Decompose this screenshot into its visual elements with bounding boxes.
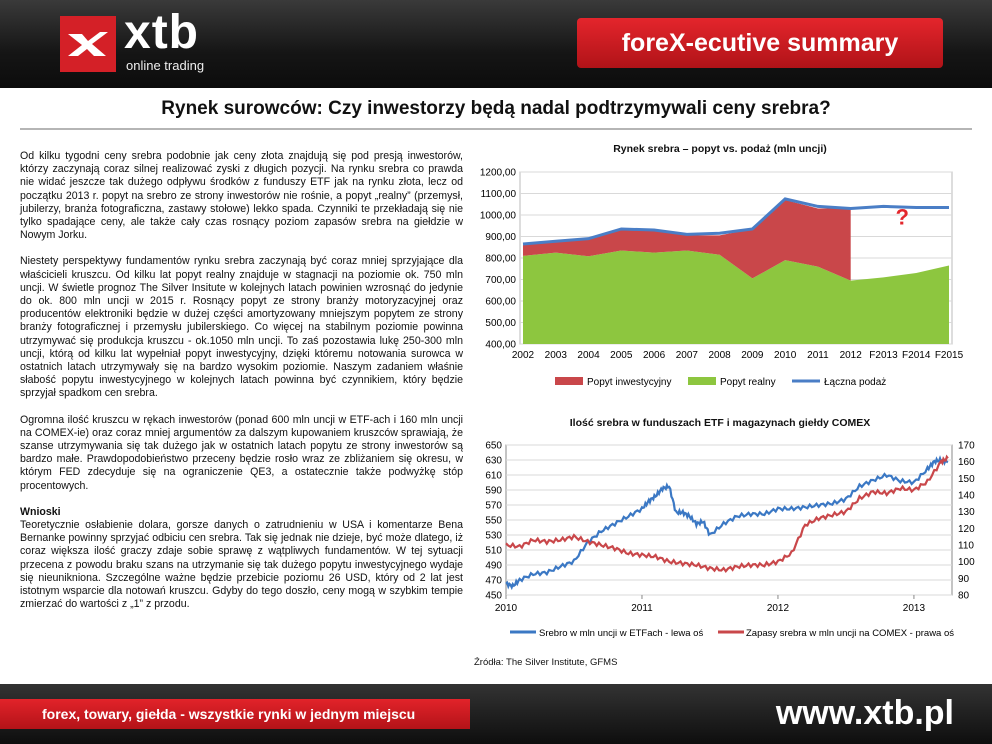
question-mark-annotation: ?: [895, 204, 909, 230]
supply-demand-chart: [470, 160, 970, 400]
x-tick-label: 2012: [766, 603, 790, 614]
legend-label: Popyt inwestycyjny: [587, 377, 672, 388]
y-right-tick-label: 170: [958, 440, 975, 452]
y-left-tick-label: 630: [485, 455, 502, 467]
title-divider: [20, 128, 972, 130]
y-right-tick-label: 100: [958, 557, 975, 569]
y-tick-label: 400,00: [485, 339, 516, 351]
y-left-tick-label: 510: [485, 545, 502, 557]
conclusions-heading: Wnioski: [20, 505, 61, 518]
x-tick-label: 2006: [642, 350, 666, 361]
footer-slogan: forex, towary, giełda - wszystkie rynki w jednym miejscu: [42, 706, 416, 722]
y-right-tick-label: 130: [958, 507, 975, 519]
legend-label: Zapasy srebra w mln uncji na COMEX - prawa oś: [746, 628, 955, 639]
x-tick-label: 2003: [544, 350, 567, 361]
logo-text: xtb: [124, 6, 199, 59]
x-tick-label: 2011: [631, 603, 653, 614]
x-tick-label: 2010: [494, 603, 518, 614]
y-left-tick-label: 530: [485, 530, 502, 542]
y-tick-label: 600,00: [485, 296, 516, 308]
x-tick-label: 2007: [675, 350, 698, 361]
page-footer: [0, 684, 992, 744]
etf-comex-chart: [470, 435, 980, 655]
x-tick-label: 2009: [741, 350, 764, 361]
xtb-logo-mark: [60, 16, 116, 72]
y-tick-label: 1200,00: [479, 167, 516, 179]
paragraph-2: Niestety perspektywy fundamentów rynku srebra zaczynają być coraz mniej sprzyjające dla właścicieli kruszcu. Od kilku lat popyt realny znajduje w stagnacji na poziomie ok. 750 mln uncji. W świetle prognoz The Silver Insitute w kolejnych latach powinien wzrosnąć do jedynie do ok. 800 mln uncji w 2015 r. Rosnący popyt ze strony branży motoryzacyjnej oraz producentów elektroniki będzie w dużej części amortyzowany mniejszym popytem ze strony branży fotograficznej i przemysłu jubilerskiego. Co więcej na stabilnym poziomie powinna utrzymywać się produkcja kruszcu - ok.1050 mln uncji. To zaś pozostawia lukę 250-300 mln uncji, którą od kilku lat wypełniał popyt inwestycyjny, dzięki któremu notowania surowca w ostatnich latach utrzymywały się na bardzo wysokim poziomie. Naszym zadaniem właśnie słabość popytu inwestycyjnego w kolejnych latach powinna być czynnikiem, który będzie sprzyjał spadkom cen srebra.: [20, 255, 463, 400]
paragraph-3: Ogromna ilość kruszcu w rękach inwestorów (ponad 600 mln uncji w ETF-ach i 160 mln uncji na COMEX-ie) oraz coraz mniej argumentów za dalszym kupowaniem kruszców sprawiają, że szanse utrzymywania się tak dużego jak w ostatnich latach popytu ze strony inwestorów są bardzo małe. Prawdopodobieństwo przeceny będzie rosło wraz ze zbliżaniem się okresu, w którym FED zdecyduje się na ograniczenie QE3, a ostatecznie także podwyżkę stóp procentowych.: [20, 413, 463, 492]
source-note: Źródła: The Silver Institute, GFMS: [474, 657, 618, 668]
y-right-tick-label: 90: [958, 573, 970, 585]
chart2-title: Ilość srebra w funduszach ETF i magazynach giełdy COMEX: [569, 417, 871, 429]
y-left-tick-label: 590: [485, 485, 502, 497]
y-left-tick-label: 450: [485, 590, 502, 602]
y-right-tick-label: 120: [958, 523, 975, 535]
x-tick-label: F2013: [869, 350, 898, 361]
page-header: [0, 0, 992, 88]
x-tick-label: F2015: [934, 350, 964, 361]
y-right-tick-label: 150: [958, 473, 975, 485]
logo-subtitle: online trading: [126, 58, 205, 73]
x-tick-label: 2012: [839, 350, 862, 361]
x-tick-label: 2011: [807, 350, 829, 361]
y-right-tick-label: 140: [958, 490, 975, 502]
x-tick-label: 2005: [610, 350, 633, 361]
y-left-tick-label: 550: [485, 515, 502, 527]
y-tick-label: 900,00: [485, 232, 516, 243]
report-banner: [577, 18, 943, 68]
paragraph-4: Teoretycznie osłabienie dolara, gorsze danych o zatrudnieniu w USA i komentarze Bena Bernanke powinny sprzyjać odbiciu cen srebra. Tak się jednak nie dzieje, być może dlatego, iż coraz większa ilość graczy zdaje sobie sprawę z wątpliwych fundamentów. W tej sytuacji przecena z powodu braku szans na utrzymanie się tak dużego popytu inwestycyjnego wydaje się nieunikniona. Szczególne ważne będzie przebicie poziomu 26 USD, który od 2 lat jest istotnym wsparcie dla notowań kruszcu. Gdyby do tego doszło, ceny mogą w szybkim tempie zmierzać do wartości z „1” z przodu.: [20, 519, 463, 611]
x-tick-label: F2014: [902, 350, 931, 361]
x-tick-label: 2010: [774, 350, 797, 361]
y-tick-label: 1000,00: [479, 210, 516, 222]
article-body: [20, 150, 463, 625]
x-logo-icon: [66, 30, 110, 58]
legend-label: Popyt realny: [720, 377, 776, 388]
legend-label: Srebro w mln uncji w ETFach - lewa oś: [539, 628, 704, 639]
y-tick-label: 700,00: [485, 275, 516, 286]
y-tick-label: 500,00: [485, 318, 516, 329]
y-left-tick-label: 490: [485, 560, 502, 572]
paragraph-1: Od kilku tygodni ceny srebra podobnie jak ceny złota znajdują się pod presją inwestorów, którzy zaczynają coraz silnej realizować zyski z długich pozycji. Na rynku srebra co prawda nie widać jeszcze tak dużego odpływu środków z funduszy ETF jak na rynku złota, lecz od początku 2013 r. popyt na srebro ze strony inwestorów nie rośnie, a popyt „realny” (przemysł, jubilerzy, branża fotograficzna, zastawy stołowe) lekko spada. Czynniki te przekładają się nie tylko spadające ceny, ale także cały czas rosnący poziom zapasów srebra na giełdzie w Nowym Jorku.: [20, 150, 463, 242]
y-left-tick-label: 610: [485, 470, 502, 482]
y-left-tick-label: 650: [485, 440, 502, 452]
y-tick-label: 1100,00: [480, 189, 516, 200]
chart1-title: Rynek srebra – popyt vs. podaż (mln uncji): [613, 143, 827, 155]
y-right-tick-label: 80: [958, 590, 970, 602]
legend-label: Łączna podaż: [824, 377, 887, 388]
y-tick-label: 800,00: [485, 253, 516, 265]
legend-swatch: [688, 377, 716, 385]
y-right-tick-label: 160: [958, 457, 975, 469]
x-tick-label: 2004: [577, 350, 600, 361]
x-tick-label: 2002: [511, 350, 535, 361]
footer-banner: [0, 699, 470, 729]
report-banner-text: foreX-ecutive summary: [621, 29, 899, 57]
y-right-tick-label: 110: [958, 540, 974, 552]
y-left-tick-label: 570: [485, 500, 502, 512]
x-tick-label: 2013: [902, 603, 926, 614]
x-tick-label: 2008: [708, 350, 731, 361]
y-left-tick-label: 470: [485, 575, 502, 587]
page-title: Rynek surowców: Czy inwestorzy będą nadal podtrzymywali ceny srebra?: [161, 98, 831, 119]
legend-swatch: [555, 377, 583, 385]
footer-url[interactable]: www.xtb.pl: [775, 694, 954, 732]
